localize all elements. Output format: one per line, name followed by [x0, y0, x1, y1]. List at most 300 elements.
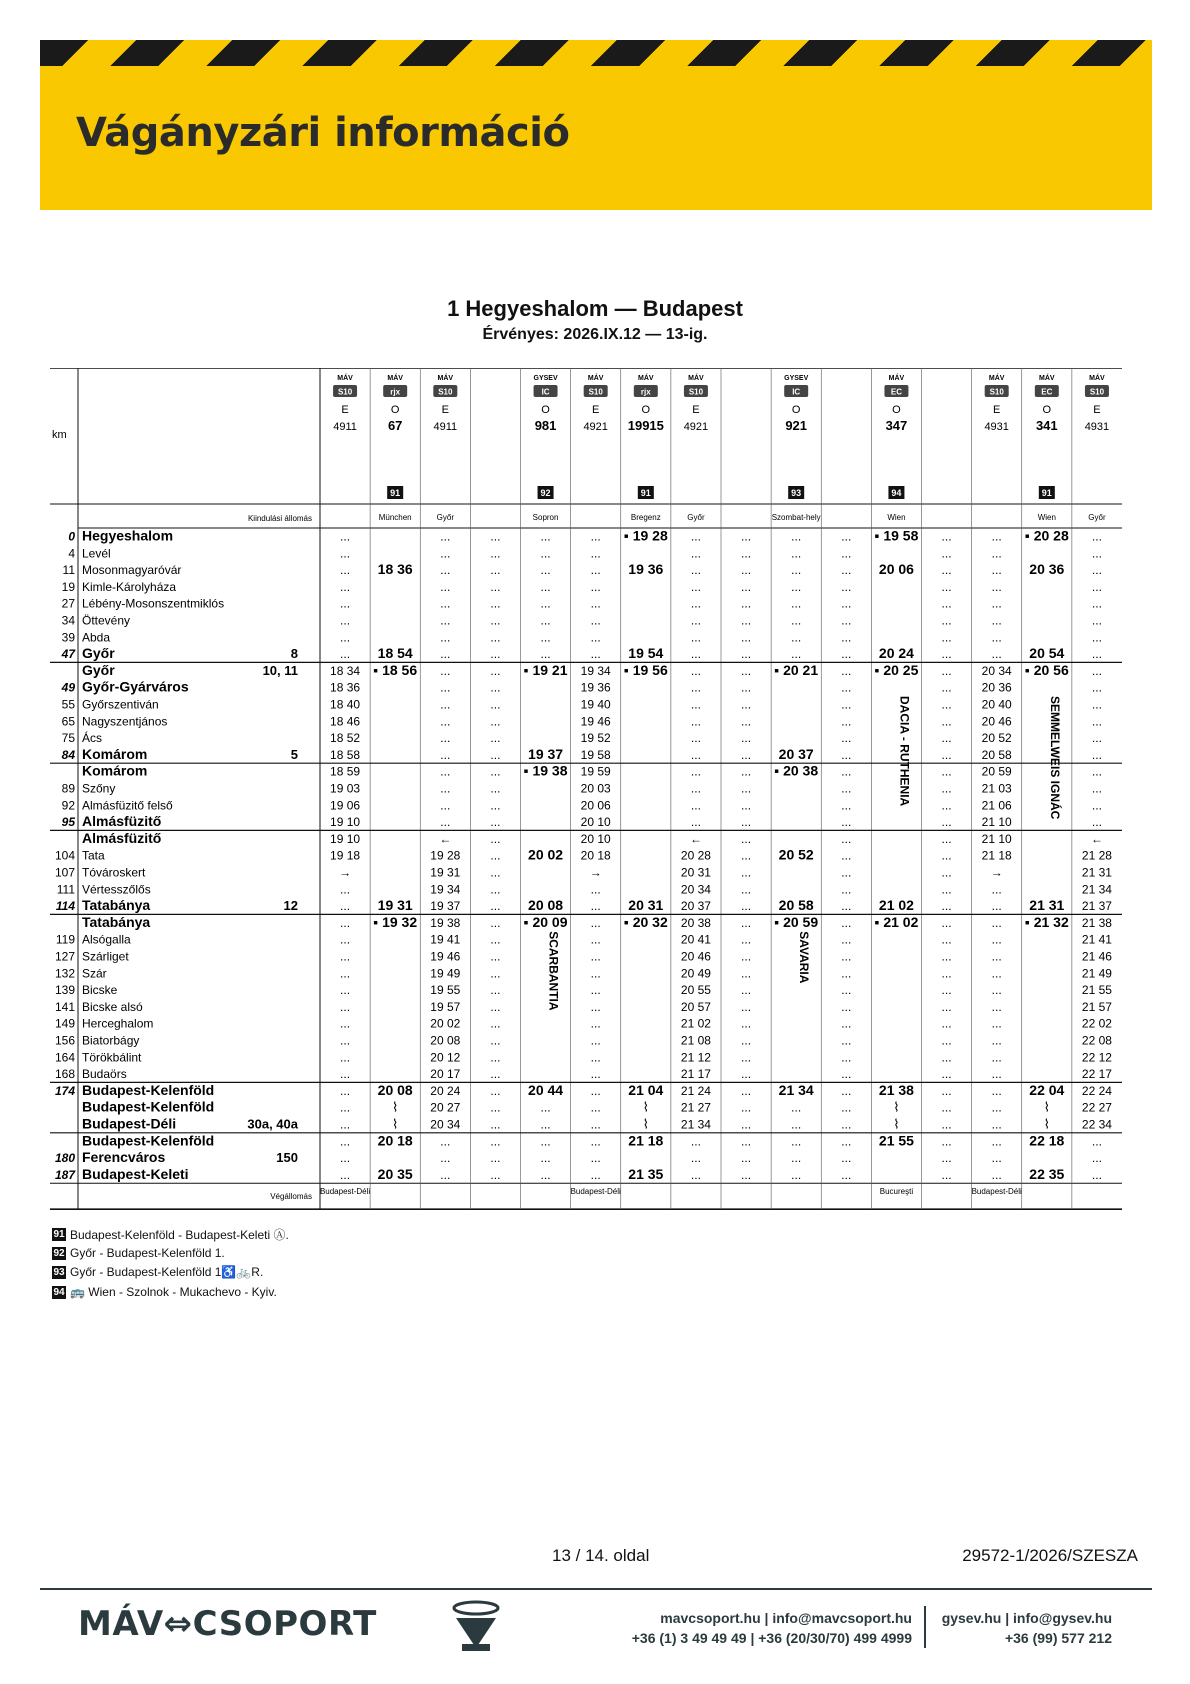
time-cell: ... [590, 579, 601, 594]
train-class: O [390, 404, 400, 416]
time-cell: 19 31 [377, 897, 413, 914]
time-cell: ▪ 20 21 [774, 661, 819, 678]
station-name: Győr [82, 661, 115, 678]
time-cell: ... [941, 983, 952, 998]
time-cell: ▪ 20 59 [774, 913, 819, 930]
time-cell: ... [941, 680, 952, 695]
time-cell: ▪ 20 56 [1024, 661, 1069, 678]
time-cell: ... [991, 1016, 1002, 1031]
time-cell: ... [791, 647, 802, 662]
time-cell: 21 34 [778, 1081, 814, 1098]
validity-text: Érvényes: 2026.IX.12 — 13-ig. [482, 326, 708, 343]
footnote-text: Győr - Budapest-Kelenföld 1♿🚲R. [70, 1265, 264, 1279]
time-cell: 20 24 [430, 1083, 461, 1098]
time-cell: 21 27 [680, 1100, 711, 1115]
time-cell: 20 38 [680, 915, 711, 930]
time-cell: ... [941, 915, 952, 930]
footnote-text: 🚌 Wien - Szolnok - Mukachevo - Kyiv. [70, 1285, 277, 1299]
time-cell: ... [841, 1134, 852, 1149]
station-name: Abda [82, 630, 111, 645]
station-km: 19 [61, 579, 75, 594]
station-km: 139 [54, 983, 75, 998]
time-cell: ← [439, 831, 452, 846]
time-cell: ... [1091, 697, 1102, 712]
station-km: 127 [54, 949, 75, 964]
time-cell: ... [340, 999, 351, 1014]
station-name: Komárom [82, 762, 148, 779]
time-cell: ... [991, 915, 1002, 930]
from-station-header: Kiindulási állomás [247, 514, 312, 523]
train-number: 4911 [433, 421, 458, 433]
time-cell: 21 34 [1081, 882, 1112, 897]
station-reference: 12 [283, 898, 298, 914]
station-km: 27 [61, 596, 75, 611]
time-cell: ▪ 19 32 [373, 913, 418, 930]
time-cell: 19 10 [330, 831, 361, 846]
time-cell: 19 46 [580, 714, 611, 729]
time-cell: ... [690, 714, 701, 729]
train-class: E [1093, 404, 1101, 416]
time-cell: ... [741, 563, 752, 578]
train-operator: GYSEV [533, 375, 558, 382]
time-cell: 22 35 [1029, 1165, 1065, 1182]
time-cell: ... [841, 831, 852, 846]
train-number: 921 [785, 418, 808, 433]
time-cell: 18 58 [330, 747, 361, 762]
time-cell: 20 31 [628, 897, 664, 914]
time-cell: ... [841, 663, 852, 678]
time-cell: ← [1090, 831, 1103, 846]
station-km: 47 [61, 647, 75, 662]
hazard-stripes [40, 40, 1152, 66]
time-cell: ... [991, 999, 1002, 1014]
footnote-text: Budapest-Kelenföld - Budapest-Keleti Ⓐ. [70, 1228, 289, 1242]
station-km: 84 [61, 747, 75, 762]
time-cell: ... [540, 630, 551, 645]
time-cell: ... [440, 1167, 451, 1182]
time-cell: → [990, 865, 1003, 880]
time-cell: ... [490, 1067, 501, 1082]
time-cell: 20 06 [580, 798, 611, 813]
time-cell: ... [741, 1117, 752, 1132]
time-cell: ... [841, 1151, 852, 1166]
time-cell: 19 10 [330, 815, 361, 830]
time-cell: ... [841, 596, 852, 611]
time-cell: ... [590, 882, 601, 897]
time-cell: 20 08 [377, 1081, 413, 1098]
station-name: Tatabánya [82, 897, 151, 914]
station-km: 55 [61, 697, 75, 712]
time-cell: ... [490, 999, 501, 1014]
train-badge: S10 [588, 387, 603, 397]
station-km: 49 [61, 680, 75, 695]
train-operator: MÁV [1039, 375, 1055, 382]
time-cell: ... [440, 747, 451, 762]
time-cell: ... [741, 1067, 752, 1082]
station-name: Almásfüzitő felső [82, 798, 173, 813]
time-cell: ... [340, 563, 351, 578]
time-cell: ... [540, 1100, 551, 1115]
time-cell: ... [941, 1016, 952, 1031]
time-cell: ... [841, 697, 852, 712]
time-cell: 19 36 [628, 561, 664, 578]
train-badge: rjx [390, 387, 401, 397]
time-cell: ... [590, 647, 601, 662]
time-cell: 22 24 [1081, 1083, 1112, 1098]
time-cell: 20 55 [680, 983, 711, 998]
time-cell: ... [340, 1134, 351, 1149]
time-cell: ... [991, 1167, 1002, 1182]
station-reference: 30a, 40a [247, 1116, 298, 1132]
time-cell: ... [1091, 596, 1102, 611]
time-cell: ... [791, 630, 802, 645]
time-cell: ... [841, 529, 852, 544]
time-cell: ... [690, 529, 701, 544]
time-cell: ▪ 19 28 [623, 527, 668, 544]
page-number: 13 / 14. oldal [552, 1546, 650, 1565]
time-cell: ... [841, 1050, 852, 1065]
time-cell: ... [791, 613, 802, 628]
gysev-web-email: gysev.hu | info@gysev.hu [941, 1610, 1112, 1626]
time-cell: 19 52 [580, 731, 611, 746]
time-cell: ... [340, 966, 351, 981]
time-cell: ... [340, 613, 351, 628]
destination-station: Budapest-Déli [971, 1187, 1022, 1197]
time-cell: ... [791, 529, 802, 544]
station-name: Budapest-Kelenföld [82, 1081, 215, 1098]
time-cell: ... [590, 966, 601, 981]
time-cell: ... [1091, 630, 1102, 645]
time-cell: ... [941, 932, 952, 947]
bypass-mark: ⌇ [642, 1116, 649, 1132]
time-cell: ... [1091, 747, 1102, 762]
time-cell: 20 37 [778, 745, 814, 762]
time-cell: ... [841, 1033, 852, 1048]
time-cell: ... [841, 1100, 852, 1115]
train-badge: S10 [337, 387, 353, 397]
time-cell: ... [340, 647, 351, 662]
time-cell: ... [941, 663, 952, 678]
time-cell: ... [590, 983, 601, 998]
time-cell: 21 10 [981, 815, 1012, 830]
time-cell: ▪ 19 58 [874, 527, 919, 544]
train-badge: S10 [1089, 387, 1105, 397]
time-cell: ... [791, 1134, 802, 1149]
station-km: 132 [54, 966, 75, 981]
train-operator: MÁV [638, 375, 654, 382]
time-cell: ... [540, 563, 551, 578]
time-cell: ... [991, 899, 1002, 914]
time-cell: 20 10 [580, 815, 611, 830]
time-cell: ... [490, 1016, 501, 1031]
time-cell: ... [490, 747, 501, 762]
time-cell: ... [540, 529, 551, 544]
time-cell: ... [340, 915, 351, 930]
time-cell: ... [590, 949, 601, 964]
time-cell: ... [991, 932, 1002, 947]
train-name: SEMMELWEIS IGNÁC [1047, 696, 1062, 820]
time-cell: ... [791, 563, 802, 578]
station-name: Öttevény [82, 613, 131, 628]
train-number: 341 [1035, 418, 1058, 433]
mav-contact [632, 1608, 912, 1648]
time-cell: 20 02 [528, 846, 564, 863]
time-cell: ... [490, 1050, 501, 1065]
station-km: 156 [54, 1033, 75, 1048]
time-cell: ... [741, 966, 752, 981]
station-name: Almásfüzitő [82, 829, 162, 846]
time-cell: ... [690, 579, 701, 594]
time-cell: ... [941, 831, 952, 846]
station-km: 65 [61, 714, 75, 729]
train-badge: EC [1041, 387, 1053, 397]
time-cell: ... [540, 647, 551, 662]
time-cell: ... [941, 1167, 952, 1182]
time-cell: ... [841, 1083, 852, 1098]
mav-csoport-logo: MÁV⇔CSOPORT [78, 1604, 377, 1644]
time-cell: ... [440, 781, 451, 796]
time-cell: ... [841, 949, 852, 964]
train-number: 4931 [984, 421, 1009, 433]
time-cell: 18 54 [377, 645, 413, 662]
time-cell: ... [941, 1151, 952, 1166]
time-cell: ▪ 20 32 [623, 913, 668, 930]
time-cell: 20 58 [981, 747, 1012, 762]
station-km: 187 [54, 1167, 75, 1182]
time-cell: 19 49 [430, 966, 461, 981]
time-cell: ▪ 20 28 [1024, 527, 1069, 544]
time-cell: ... [690, 697, 701, 712]
origin-station: München [378, 513, 412, 522]
time-cell: ... [991, 613, 1002, 628]
time-cell: ... [991, 1100, 1002, 1115]
time-cell: ... [340, 983, 351, 998]
time-cell: ... [690, 613, 701, 628]
time-cell: ... [791, 1151, 802, 1166]
route-title: 1 Hegyeshalom — Budapest [447, 296, 743, 321]
origin-station: Sopron [532, 513, 559, 522]
time-cell: ... [440, 815, 451, 830]
time-cell: → [589, 865, 602, 880]
train-class: E [592, 404, 600, 416]
station-name: Szár [82, 966, 107, 981]
time-cell: 18 40 [330, 697, 361, 712]
destination-station: Budapest-Déli [319, 1187, 371, 1197]
time-cell: ... [1091, 764, 1102, 779]
station-name: Mosonmagyaróvár [82, 563, 182, 578]
station-reference: 5 [290, 746, 298, 762]
time-cell: ... [490, 1167, 501, 1182]
time-cell: ... [741, 764, 752, 779]
time-cell: 21 18 [628, 1132, 664, 1149]
time-cell: ... [340, 949, 351, 964]
time-cell: 20 52 [778, 846, 814, 863]
station-name: Tóvároskert [82, 865, 146, 880]
train-number: 347 [885, 418, 908, 433]
time-cell: 20 44 [528, 1081, 564, 1098]
time-cell: 21 18 [981, 848, 1012, 863]
time-cell: ... [340, 1067, 351, 1082]
time-cell: ... [991, 1067, 1002, 1082]
train-number: 4921 [583, 421, 608, 433]
station-name: Kimle-Károlyháza [82, 579, 177, 594]
time-cell: 20 54 [1029, 645, 1065, 662]
time-cell: ... [941, 563, 952, 578]
time-cell: 20 06 [878, 561, 914, 578]
station-km: 141 [54, 999, 75, 1014]
time-cell: ... [741, 1151, 752, 1166]
time-cell: ... [741, 781, 752, 796]
time-cell: ... [340, 596, 351, 611]
time-cell: ... [440, 714, 451, 729]
time-cell: 20 36 [1029, 561, 1065, 578]
time-cell: ... [1091, 546, 1102, 561]
time-cell: ... [841, 1167, 852, 1182]
train-operator: MÁV [387, 375, 403, 382]
time-cell: ... [741, 798, 752, 813]
destination-station: Budapest-Déli [570, 1187, 621, 1197]
time-cell: ... [991, 882, 1002, 897]
time-cell: ... [690, 1151, 701, 1166]
time-cell: ... [590, 1050, 601, 1065]
time-cell: 20 27 [430, 1100, 461, 1115]
time-cell: ... [490, 731, 501, 746]
time-cell: ... [941, 613, 952, 628]
time-cell: ... [490, 546, 501, 561]
time-cell: ... [440, 529, 451, 544]
time-cell: ... [490, 882, 501, 897]
time-cell: 19 34 [580, 663, 611, 678]
bypass-mark: ⌇ [1043, 1099, 1050, 1115]
time-cell: 19 46 [430, 949, 461, 964]
origin-station: Wien [887, 513, 906, 522]
train-number: 4921 [683, 421, 709, 433]
time-cell: ▪ 19 21 [523, 661, 568, 678]
time-cell: ... [340, 1083, 351, 1098]
station-name: Komárom [82, 745, 148, 762]
time-cell: 19 38 [430, 915, 461, 930]
time-cell: 21 55 [878, 1132, 914, 1149]
train-number: 4931 [1084, 421, 1110, 433]
station-name: Budapest-Keleti [82, 1165, 189, 1182]
station-name: Bicske alsó [82, 999, 143, 1014]
time-cell: ... [490, 1117, 501, 1132]
time-cell: 21 02 [878, 897, 914, 914]
time-cell: 20 03 [580, 781, 611, 796]
time-cell: ... [590, 999, 601, 1014]
time-cell: ... [991, 596, 1002, 611]
time-cell: 19 36 [580, 680, 611, 695]
time-cell: 20 58 [778, 897, 814, 914]
station-km: 89 [61, 781, 75, 796]
time-cell: ... [991, 563, 1002, 578]
time-cell: ... [941, 781, 952, 796]
station-name: Almásfüzitő [82, 813, 162, 830]
train-badge: S10 [688, 387, 704, 397]
train-badge: IC [541, 387, 550, 397]
time-cell: ... [741, 1134, 752, 1149]
time-cell: ... [1091, 1167, 1102, 1182]
footnote-marker: 92 [540, 488, 551, 498]
station-name: Alsógalla [82, 932, 131, 947]
time-cell: ... [590, 529, 601, 544]
time-cell: ... [841, 882, 852, 897]
train-operator: MÁV [587, 375, 604, 382]
time-cell: 20 46 [981, 714, 1012, 729]
station-name: Győr [82, 645, 115, 662]
time-cell: ... [1091, 680, 1102, 695]
time-cell: 21 46 [1081, 949, 1112, 964]
time-cell: ... [741, 983, 752, 998]
time-cell: ... [440, 764, 451, 779]
time-cell: ... [340, 1033, 351, 1048]
time-cell: ... [690, 1134, 701, 1149]
station-reference: 8 [290, 646, 298, 662]
station-name: Herceghalom [82, 1016, 154, 1031]
time-cell: 19 31 [430, 865, 461, 880]
time-cell: 19 40 [580, 697, 611, 712]
time-cell: ... [440, 680, 451, 695]
time-cell: 22 34 [1081, 1117, 1112, 1132]
time-cell: 20 28 [680, 848, 711, 863]
time-cell: ... [340, 932, 351, 947]
time-cell: ... [490, 1100, 501, 1115]
train-number: 981 [534, 418, 557, 433]
time-cell: ... [741, 680, 752, 695]
time-cell: ... [941, 764, 952, 779]
time-cell: 20 35 [377, 1165, 413, 1182]
time-cell: 21 55 [1081, 983, 1112, 998]
time-cell: ... [991, 579, 1002, 594]
time-cell: ... [841, 798, 852, 813]
time-cell: 20 18 [377, 1132, 413, 1149]
time-cell: ▪ 19 38 [523, 762, 568, 779]
time-cell: ... [941, 1050, 952, 1065]
station-km: 4 [68, 546, 75, 561]
time-cell: ... [490, 697, 501, 712]
time-cell: ... [490, 714, 501, 729]
footnote-marker: 91 [390, 488, 401, 498]
station-km: 92 [61, 798, 75, 813]
time-cell: ... [841, 1067, 852, 1082]
time-cell: ... [741, 663, 752, 678]
time-cell: ... [741, 949, 752, 964]
time-cell: ... [841, 579, 852, 594]
time-cell: ... [741, 932, 752, 947]
station-name: Lébény-Mosonszentmiklós [82, 596, 225, 611]
time-cell: ... [941, 848, 952, 863]
time-cell: 20 40 [981, 697, 1012, 712]
time-cell: ... [490, 579, 501, 594]
time-cell: ... [490, 663, 501, 678]
station-name: Szőny [82, 781, 116, 796]
time-cell: ... [941, 865, 952, 880]
time-cell: ... [540, 546, 551, 561]
time-cell: ... [490, 815, 501, 830]
time-cell: ... [1091, 563, 1102, 578]
time-cell: ... [841, 546, 852, 561]
station-km: 119 [55, 932, 75, 947]
time-cell: ... [490, 764, 501, 779]
time-cell: ▪ 18 56 [373, 661, 418, 678]
footnote-number: 93 [53, 1266, 65, 1278]
time-cell: ... [791, 1167, 802, 1182]
time-cell: ... [590, 630, 601, 645]
time-cell: 21 38 [878, 1081, 914, 1098]
time-cell: ... [841, 747, 852, 762]
time-cell: ... [440, 731, 451, 746]
time-cell: ... [690, 1167, 701, 1182]
